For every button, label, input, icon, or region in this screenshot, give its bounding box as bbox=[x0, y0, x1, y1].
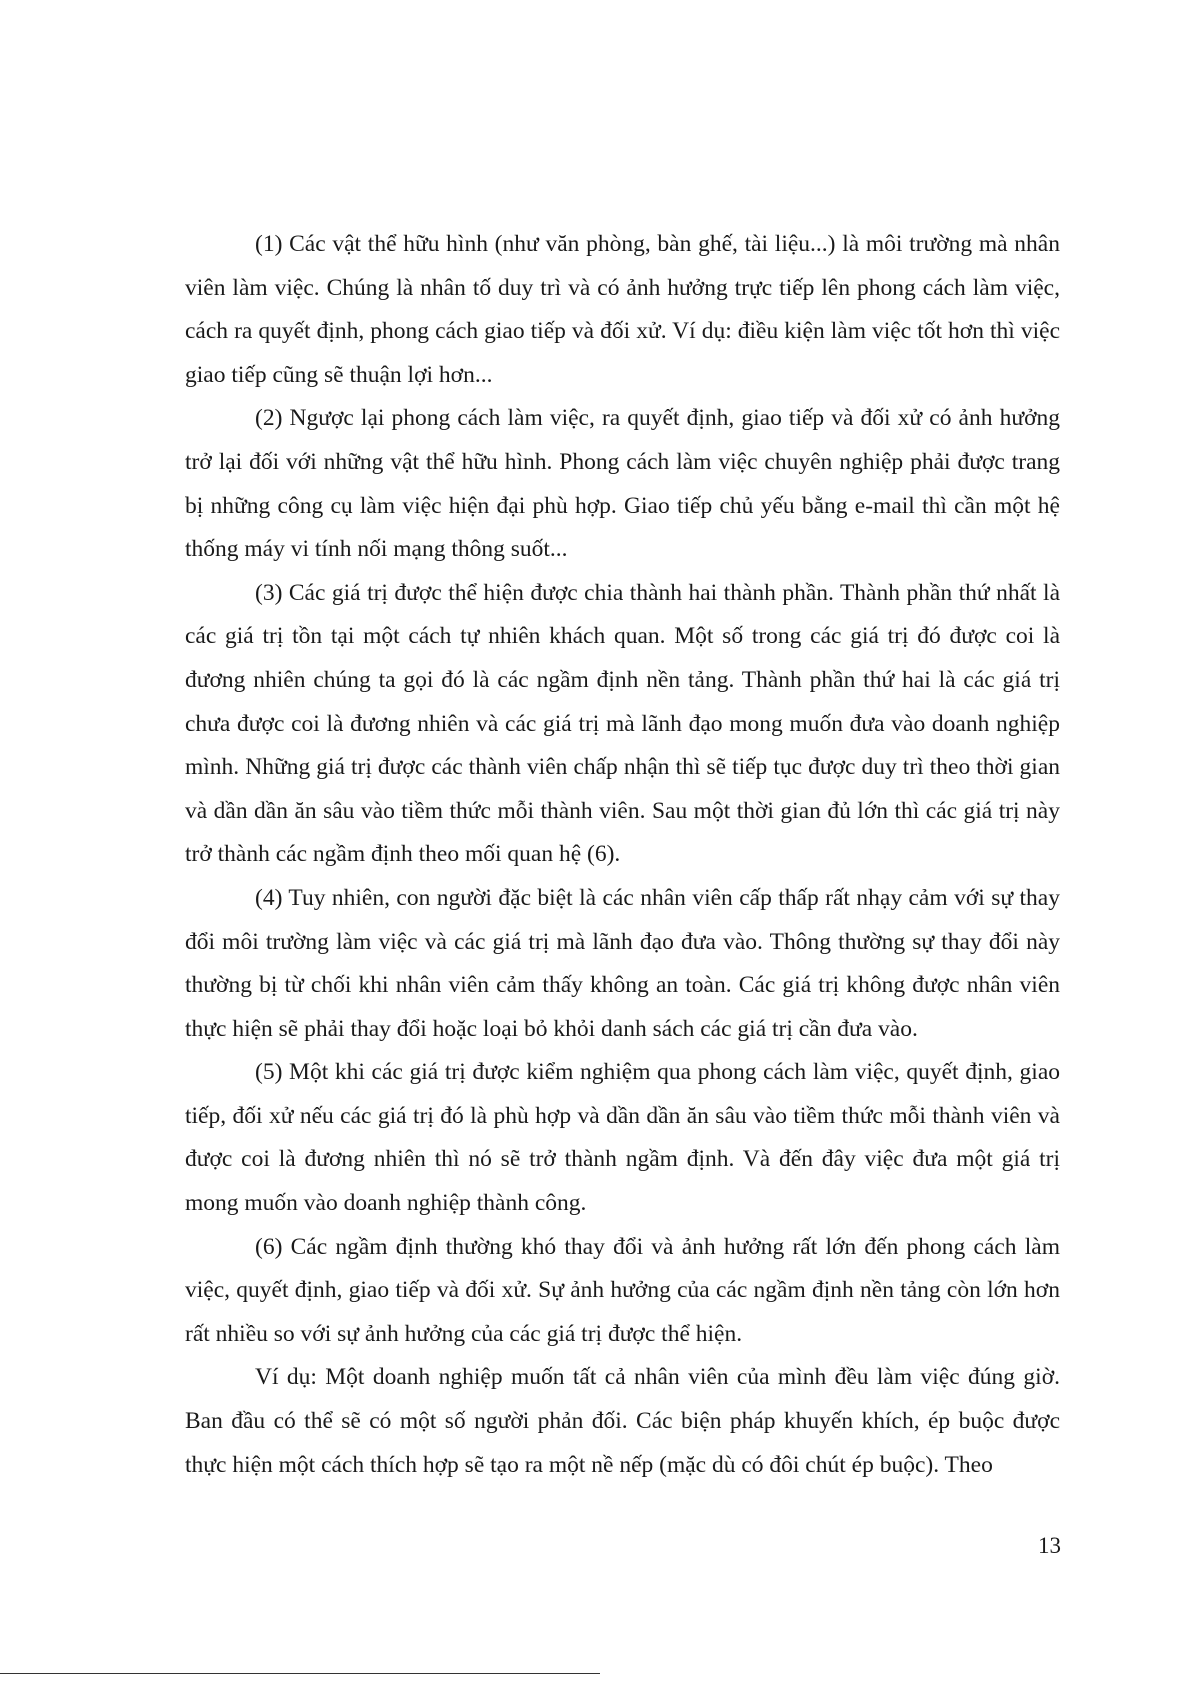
document-body bbox=[185, 223, 1060, 1487]
paragraph-2: (2) Ngược lại phong cách làm việc, ra quyết định, giao tiếp và đối xử có ảnh hưởng trở lại đối với những vật thể hữu hình. Phong cách làm việc chuyên nghiệp phải được trang bị những công cụ làm việc hiện đại phù hợp. Giao tiếp chủ yếu bằng e-mail thì cần một hệ thống máy vi tính nối mạng thông suốt... bbox=[185, 405, 1060, 563]
page-number: 13 bbox=[1038, 1533, 1061, 1558]
paragraph-6: (6) Các ngầm định thường khó thay đổi và ảnh hưởng rất lớn đến phong cách làm việc, quyết định, giao tiếp và đối xử. Sự ảnh hưởng của các ngầm định nền tảng còn lớn hơn rất nhiều so với sự ảnh hưởng của các giá trị được thể hiện. bbox=[185, 1233, 1060, 1347]
paragraph-5: (5) Một khi các giá trị được kiểm nghiệm qua phong cách làm việc, quyết định, giao tiếp, đối xử nếu các giá trị đó là phù hợp và dần dần ăn sâu vào tiềm thức mỗi thành viên và được coi là đương nhiên thì nó sẽ trở thành ngầm định. Và đến đây việc đưa một giá trị mong muốn vào doanh nghiệp thành công. bbox=[185, 1059, 1060, 1217]
paragraph-3: (3) Các giá trị được thể hiện được chia thành hai thành phần. Thành phần thứ nhất là các giá trị tồn tại một cách tự nhiên khách quan. Một số trong các giá trị đó được coi là đương nhiên chúng ta gọi đó là các ngầm định nền tảng. Thành phần thứ hai là các giá trị chưa được coi là đương nhiên và các giá trị mà lãnh đạo mong muốn đưa vào doanh nghiệp mình. Những giá trị được các thành viên chấp nhận thì sẽ tiếp tục được duy trì theo thời gian và dần dần ăn sâu vào tiềm thức mỗi thành viên. Sau một thời gian đủ lớn thì các giá trị này trở thành các ngầm định theo mối quan hệ (6). bbox=[185, 579, 1060, 868]
paragraph-4: (4) Tuy nhiên, con người đặc biệt là các nhân viên cấp thấp rất nhạy cảm với sự thay đổi môi trường làm việc và các giá trị mà lãnh đạo đưa vào. Thông thường sự thay đổi này thường bị từ chối khi nhân viên cảm thấy không an toàn. Các giá trị không được nhân viên thực hiện sẽ phải thay đổi hoặc loại bỏ khỏi danh sách các giá trị cần đưa vào. bbox=[185, 884, 1060, 1042]
paragraph-1: (1) Các vật thể hữu hình (như văn phòng, bàn ghế, tài liệu...) là môi trường mà nhân viên làm việc. Chúng là nhân tố duy trì và có ảnh hưởng trực tiếp lên phong cách làm việc, cách ra quyết định, phong cách giao tiếp và đối xử. Ví dụ: điều kiện làm việc tốt hơn thì việc giao tiếp cũng sẽ thuận lợi hơn... bbox=[185, 231, 1060, 388]
footer-divider bbox=[0, 1673, 600, 1674]
paragraph-example: Ví dụ: Một doanh nghiệp muốn tất cả nhân viên của mình đều làm việc đúng giờ. Ban đầu có thể sẽ có một số người phản đối. Các biện pháp khuyến khích, ép buộc được thực hiện một cách thích hợp sẽ tạo ra một nề nếp (mặc dù có đôi chút ép buộc). Theo bbox=[185, 1364, 1060, 1478]
